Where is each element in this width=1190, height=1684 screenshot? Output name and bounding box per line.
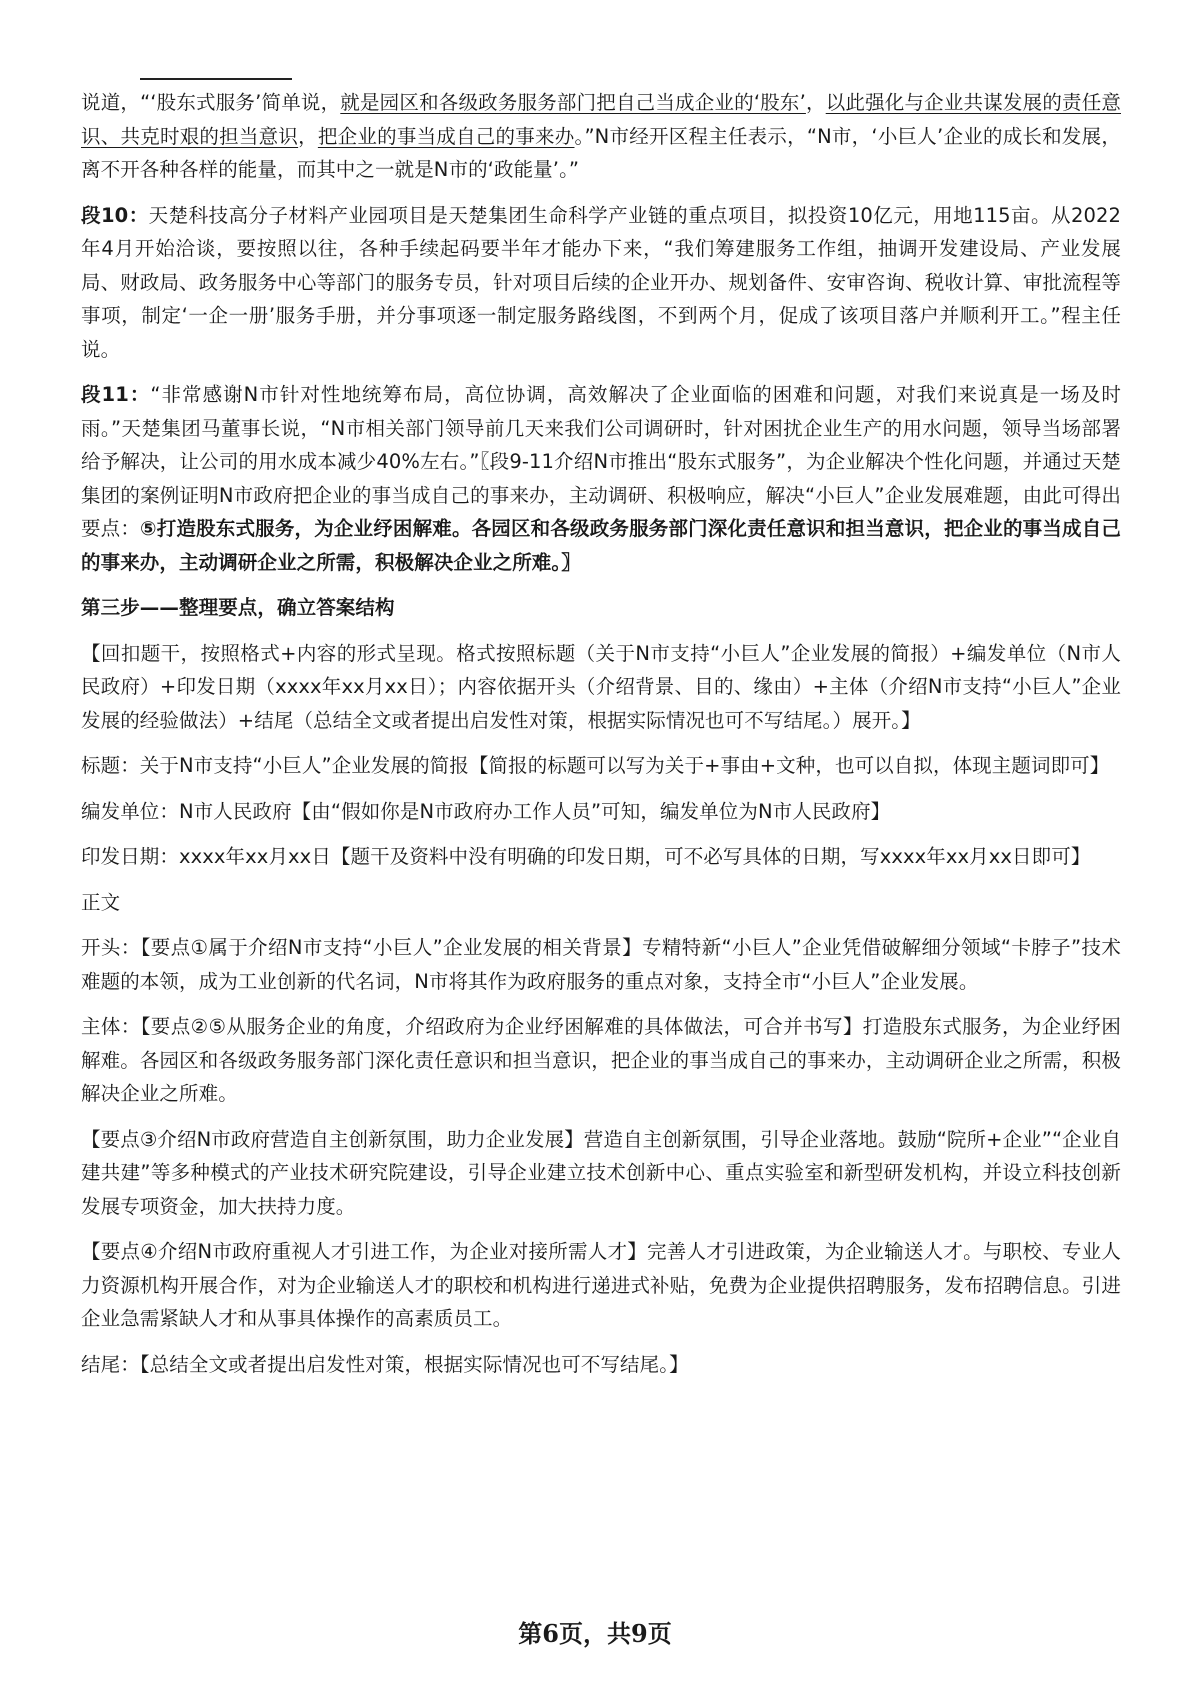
text-run: ， [805, 91, 826, 114]
step-heading: 第三步——整理要点，确立答案结构 [81, 596, 395, 619]
ending-paragraph: 结尾：【总结全文或者提出启发性对策，根据实际情况也可不写结尾。】 [81, 1352, 689, 1376]
point-4-paragraph: 【要点④介绍N市政府重视人才引进工作，为企业对接所需人才】完善人才引进政策，为企业输送人才。与职校、专业人力资源机构开展合作，对为企业输送人才的职校和机构进行递进式补贴，免费为企业提供招聘服务，发布招聘信息。引进企业急需紧缺人才和从事具体操作的高素质员工。 [81, 1240, 1121, 1330]
paragraph-continuation [81, 86, 1121, 187]
format-instruction: 【回扣题干，按照格式+内容的形式呈现。格式按照标题（关于N市支持“小巨人”企业发展的简报）+编发单位（N市人民政府）+印发日期（xxxx年xx月xx日）；内容依据开头（介绍背景、目的、缘由）+主体（介绍N市支持“小巨人”企业发展的经验做法）+结尾（总结全文或者提出启发性对策，根据实际情况也可不写结尾。）展开。】 [81, 641, 1121, 732]
page-number: 第6页，共9页 [518, 1619, 672, 1648]
date-line: 印发日期：xxxx年xx月xx日【题干及资料中没有明确的印发日期，可不必写具体的日期，写xxxx年xx月xx日即可】 [81, 845, 1091, 868]
text-run: 。”N市经开区程主任表示，“N市，‘小巨人’企业的成长和发展，离不开各种各样的能量，而其中之一就是N市的‘政能量’。” [81, 124, 1121, 181]
underlined-text: 把企业的事当成自己的事来办 [317, 124, 575, 148]
key-point-bold: ⑤打造股东式服务，为企业纾困解难。各园区和各级政务服务部门深化责任意识和担当意识，把企业的事当成自己的事来办，主动调研企业之所需，积极解决企业之所难。〗 [81, 517, 1121, 574]
underlined-text: 就是园区和各级政务服务部门把自己当成企业的‘股东’ [340, 91, 806, 114]
opening-paragraph: 开头：【要点①属于介绍N市支持“小巨人”企业发展的相关背景】专精特新“小巨人”企业凭借破解细分领域“卡脖子”技术难题的本领，成为工业创新的代名词，N市将其作为政府服务的重点对象，支持全市“小巨人”企业发展。 [81, 936, 1121, 993]
document-body [81, 86, 1121, 1393]
underlined-text: 以此强化与企业共谋发展的责任意识、共克时艰的担当意识 [81, 91, 1121, 148]
paragraph-label: 段11： [81, 383, 151, 406]
text-run: ， [298, 124, 318, 148]
paragraph-10 [81, 199, 1121, 367]
paragraph-11 [81, 378, 1121, 579]
text-run: 说道，“‘股东式服务’简单说， [81, 91, 341, 114]
top-rule [140, 78, 292, 80]
unit-line: 编发单位：N市人民政府【由“假如你是N市政府办工作人员”可知，编发单位为N市人民政府】 [81, 799, 891, 823]
paragraph-text: 天楚科技高分子材料产业园项目是天楚集团生命科学产业链的重点项目，拟投资10亿元，用地115亩。从2022年4月开始洽谈，要按照以往，各种手续起码要半年才能办下来，“我们筹建服务工作组，抽调开发建设局、产业发展局、财政局、政务服务中心等部门的服务专员，针对项目后续的企业开办、规划备件、安审咨询、税收计算、审批流程等事项，制定‘一企一册’服务手册，并分事项逐一制定服务路线图，不到两个月，促成了该项目落户并顺利开工。”程主任说。 [81, 203, 1121, 361]
main-paragraph: 主体：【要点②⑤从服务企业的角度，介绍政府为企业纾困解难的具体做法，可合并书写】打造股东式服务，为企业纾困解难。各园区和各级政务服务部门深化责任意识和担当意识，把企业的事当成自己的事来办，主动调研企业之所需，积极解决企业之所难。 [81, 1015, 1121, 1105]
point-3-paragraph: 【要点③介绍N市政府营造自主创新氛围，助力企业发展】营造自主创新氛围，引导企业落地。鼓励“院所+企业”“企业自建共建”等多种模式的产业技术研究院建设，引导企业建立技术创新中心、重点实验室和新型研发机构，并设立科技创新发展专项资金，加大扶持力度。 [81, 1127, 1121, 1218]
body-label: 正文 [81, 890, 121, 914]
paragraph-text: “非常感谢N市针对性地统筹布局，高位协调，高效解决了企业面临的困难和问题，对我们来说真是一场及时雨。”天楚集团马董事长说，“N市相关部门领导前几天来我们公司调研时，针对困扰企业生产的用水问题，领导当场部署给予解决，让公司的用水成本减少40%左右。”〖段9-11介绍N市推出“股东式服务”，为企业解决个性化问题，并通过天楚集团的案例证明N市政府把企业的事当成自己的事来办，主动调研、积极响应，解决“小巨人”企业发展难题，由此可得出要点： [81, 383, 1121, 540]
title-line: 标题：关于N市支持“小巨人”企业发展的简报【简报的标题可以写为关于+事由+文种，也可以自拟，体现主题词即可】 [81, 754, 1110, 777]
paragraph-label: 段10： [81, 203, 149, 227]
